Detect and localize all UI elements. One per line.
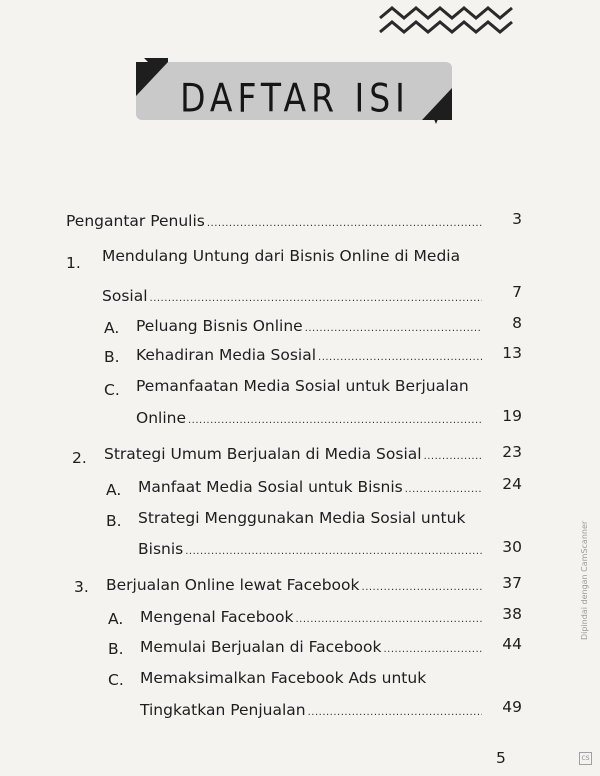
toc-leader-dots — [362, 578, 482, 598]
camscanner-logo-icon: CS — [579, 752, 592, 765]
toc-chapter-number: 3. — [74, 578, 89, 596]
toc-leader-dots — [384, 640, 483, 660]
toc-page-number: 8 — [512, 314, 522, 332]
toc-entry-title: Strategi Umum Berjualan di Media Sosial — [104, 445, 422, 463]
toc-entry-2b-cont[interactable] — [138, 539, 482, 562]
toc-entry-title: Bisnis — [138, 540, 184, 558]
toc-section-letter: C. — [108, 671, 124, 689]
toc-page-number: 3 — [512, 210, 522, 228]
toc-page-number: 49 — [502, 698, 522, 716]
toc-entry-title: Manfaat Media Sosial untuk Bisnis — [138, 478, 403, 496]
toc-leader-dots — [296, 610, 483, 630]
toc-chapter-number: 2. — [72, 449, 87, 467]
toc-entry-chapter-1[interactable] — [102, 246, 460, 266]
scanner-watermark: Dipindai dengan CamScanner — [580, 520, 589, 640]
toc-entry-title: Berjualan Online lewat Facebook — [106, 576, 360, 594]
toc-entry-title: Peluang Bisnis Online — [136, 317, 303, 335]
toc-leader-dots — [188, 411, 482, 431]
zigzag-decoration-icon — [376, 2, 516, 40]
toc-entry-title: Mendulang Untung dari Bisnis Online di Media — [102, 247, 461, 265]
toc-entry-1c-cont[interactable] — [136, 408, 482, 431]
toc-page-number: 44 — [502, 635, 522, 653]
toc-page-number: 7 — [512, 283, 522, 301]
toc-section-letter: A. — [106, 481, 122, 499]
toc-entry-title: Online — [136, 409, 186, 427]
toc-entry-3a[interactable] — [140, 607, 482, 630]
toc-section-letter: B. — [104, 348, 120, 366]
toc-page-number: 38 — [502, 605, 522, 623]
toc-entry-title: Tingkatkan Penjualan — [140, 701, 306, 719]
toc-page-number: 37 — [502, 574, 522, 592]
toc-entry-3c-cont[interactable] — [140, 700, 482, 723]
toc-entry-2b[interactable] — [138, 508, 465, 528]
toc-page-number: 30 — [502, 538, 522, 556]
toc-entry-chapter-2[interactable] — [104, 444, 482, 467]
toc-section-letter: C. — [104, 381, 120, 399]
toc-leader-dots — [308, 703, 482, 723]
toc-entry-2a[interactable] — [138, 477, 482, 500]
toc-section-letter: B. — [108, 640, 124, 658]
page-title: DAFTAR ISI — [180, 73, 410, 121]
toc-entry-chapter-3[interactable] — [106, 575, 482, 598]
toc-entry-1b[interactable] — [136, 345, 482, 368]
toc-entry-1a[interactable] — [136, 316, 482, 339]
toc-entry-pengantar[interactable] — [66, 211, 482, 234]
toc-entry-title: Memulai Berjualan di Facebook — [140, 638, 382, 656]
toc-section-letter: B. — [106, 512, 122, 530]
toc-leader-dots — [424, 447, 482, 467]
toc-entry-title: Kehadiran Media Sosial — [136, 346, 317, 364]
toc-page-number: 23 — [502, 443, 522, 461]
toc-leader-dots — [305, 319, 482, 339]
toc-page-number: 13 — [502, 344, 522, 362]
toc-entry-1c[interactable] — [136, 376, 469, 396]
toc-entry-chapter-1-cont[interactable] — [102, 286, 482, 309]
toc-entry-3c[interactable] — [140, 668, 426, 688]
toc-section-letter: A. — [104, 319, 120, 337]
toc-entry-title: Memaksimalkan Facebook Ads untuk — [140, 669, 427, 687]
toc-entry-title: Strategi Menggunakan Media Sosial untuk — [138, 509, 466, 527]
toc-entry-title: Pemanfaatan Media Sosial untuk Berjualan — [136, 377, 469, 395]
toc-leader-dots — [405, 480, 482, 500]
toc-chapter-number: 1. — [66, 254, 81, 272]
toc-leader-dots — [150, 289, 482, 309]
toc-section-letter: A. — [108, 610, 124, 628]
toc-leader-dots — [185, 542, 482, 562]
toc-leader-dots — [207, 214, 482, 234]
footer-page-number: 5 — [496, 749, 506, 767]
toc-entry-title: Pengantar Penulis — [66, 212, 205, 230]
toc-entry-title: Mengenal Facebook — [140, 608, 294, 626]
toc-entry-3b[interactable] — [140, 637, 482, 660]
toc-page-number: 19 — [502, 407, 522, 425]
toc-page-number: 24 — [502, 475, 522, 493]
toc-leader-dots — [318, 348, 482, 368]
toc-entry-title: Sosial — [102, 287, 148, 305]
